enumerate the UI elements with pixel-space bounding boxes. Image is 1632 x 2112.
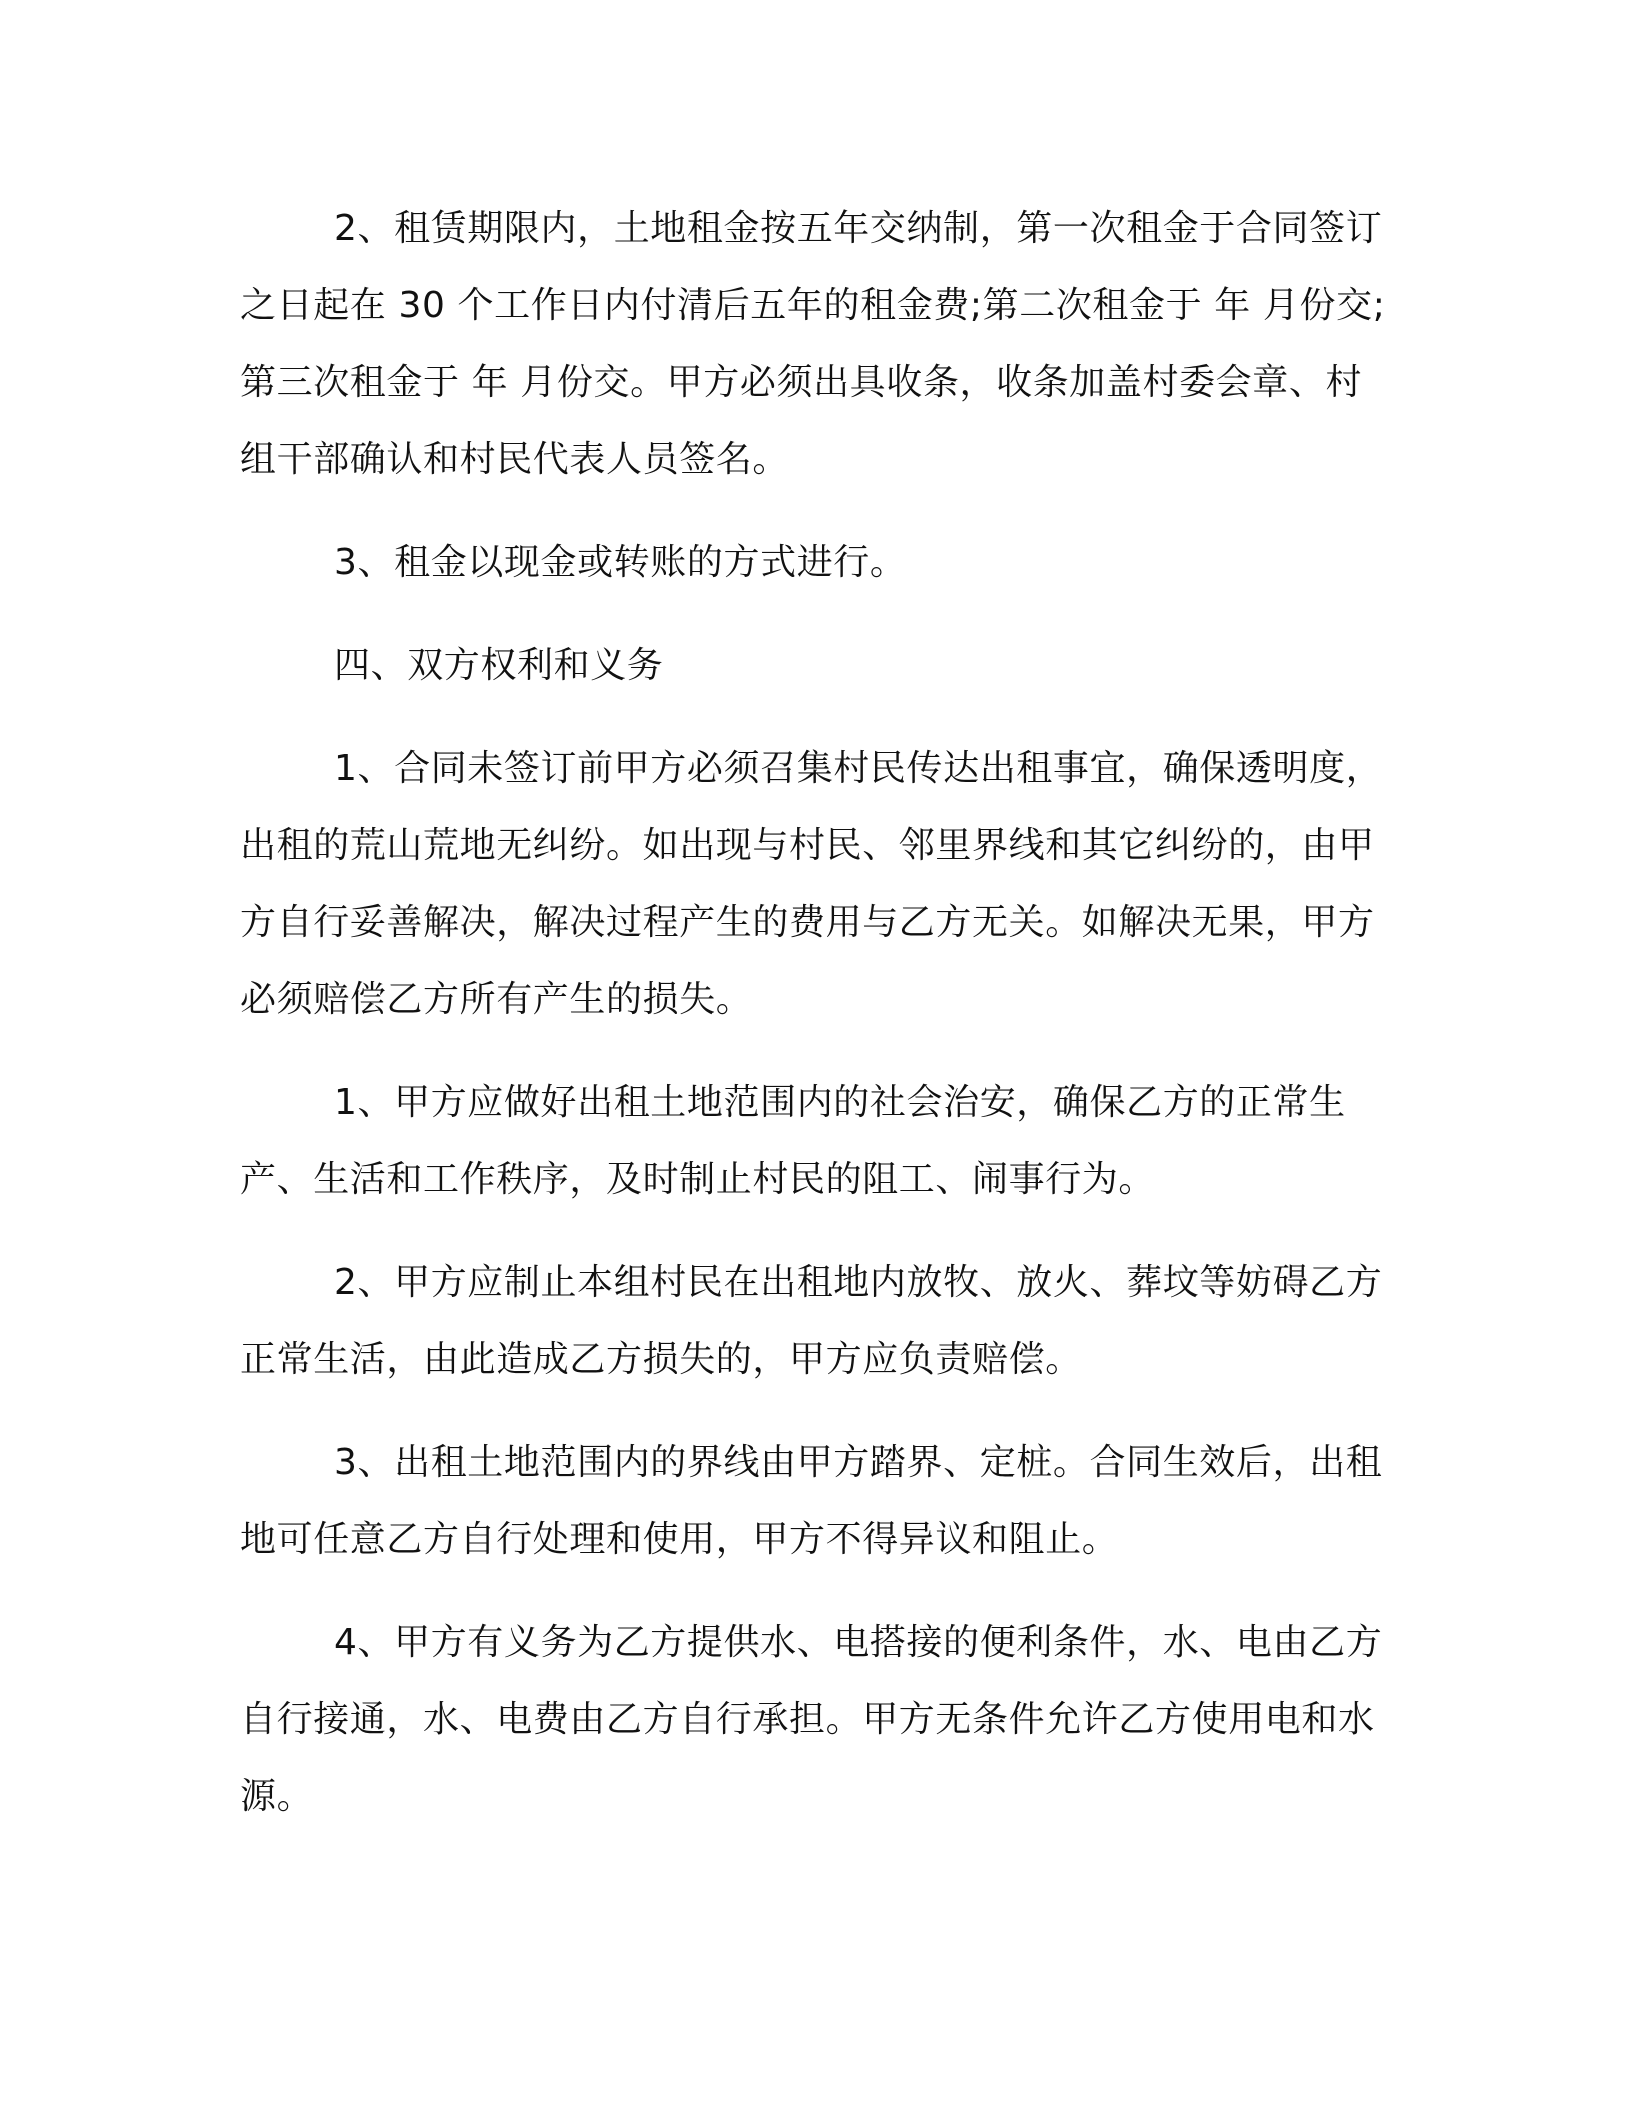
paragraph-boundary-marking: 3、出租土地范围内的界线由甲方踏界、定桩。合同生效后，出租地可任意乙方自行处理和使用，甲方不得异议和阻止。	[240, 1442, 1383, 1560]
section-heading-rights-obligations: 四、双方权利和义务	[334, 645, 664, 686]
document-page	[240, 190, 1390, 1835]
paragraph-prohibit-interference: 2、甲方应制止本组村民在出租地内放牧、放火、葬坟等妨碍乙方正常生活，由此造成乙方损失的，甲方应负责赔偿。	[240, 1262, 1383, 1380]
paragraph-public-security: 1、甲方应做好出租土地范围内的社会治安，确保乙方的正常生产、生活和工作秩序，及时制止村民的阻工、闹事行为。	[240, 1082, 1346, 1200]
paragraph-payment-method: 3、租金以现金或转账的方式进行。	[334, 542, 907, 583]
paragraph-water-electricity: 4、甲方有义务为乙方提供水、电搭接的便利条件，水、电由乙方自行接通，水、电费由乙方自行承担。甲方无条件允许乙方使用电和水源。	[240, 1622, 1383, 1817]
paragraph-villager-notice: 1、合同未签订前甲方必须召集村民传达出租事宜，确保透明度，出租的荒山荒地无纠纷。如出现与村民、邻里界线和其它纠纷的，由甲方自行妥善解决，解决过程产生的费用与乙方无关。如解决无果，甲方必须赔偿乙方所有产生的损失。	[240, 748, 1383, 1020]
paragraph-rent-payment: 2、租赁期限内，土地租金按五年交纳制，第一次租金于合同签订之日起在 30 个工作日内付清后五年的租金费;第二次租金于 年 月份交;第三次租金于 年 月份交。甲方必须出具收条，收条加盖村委会章、村组干部确认和村民代表人员签名。	[240, 208, 1386, 480]
